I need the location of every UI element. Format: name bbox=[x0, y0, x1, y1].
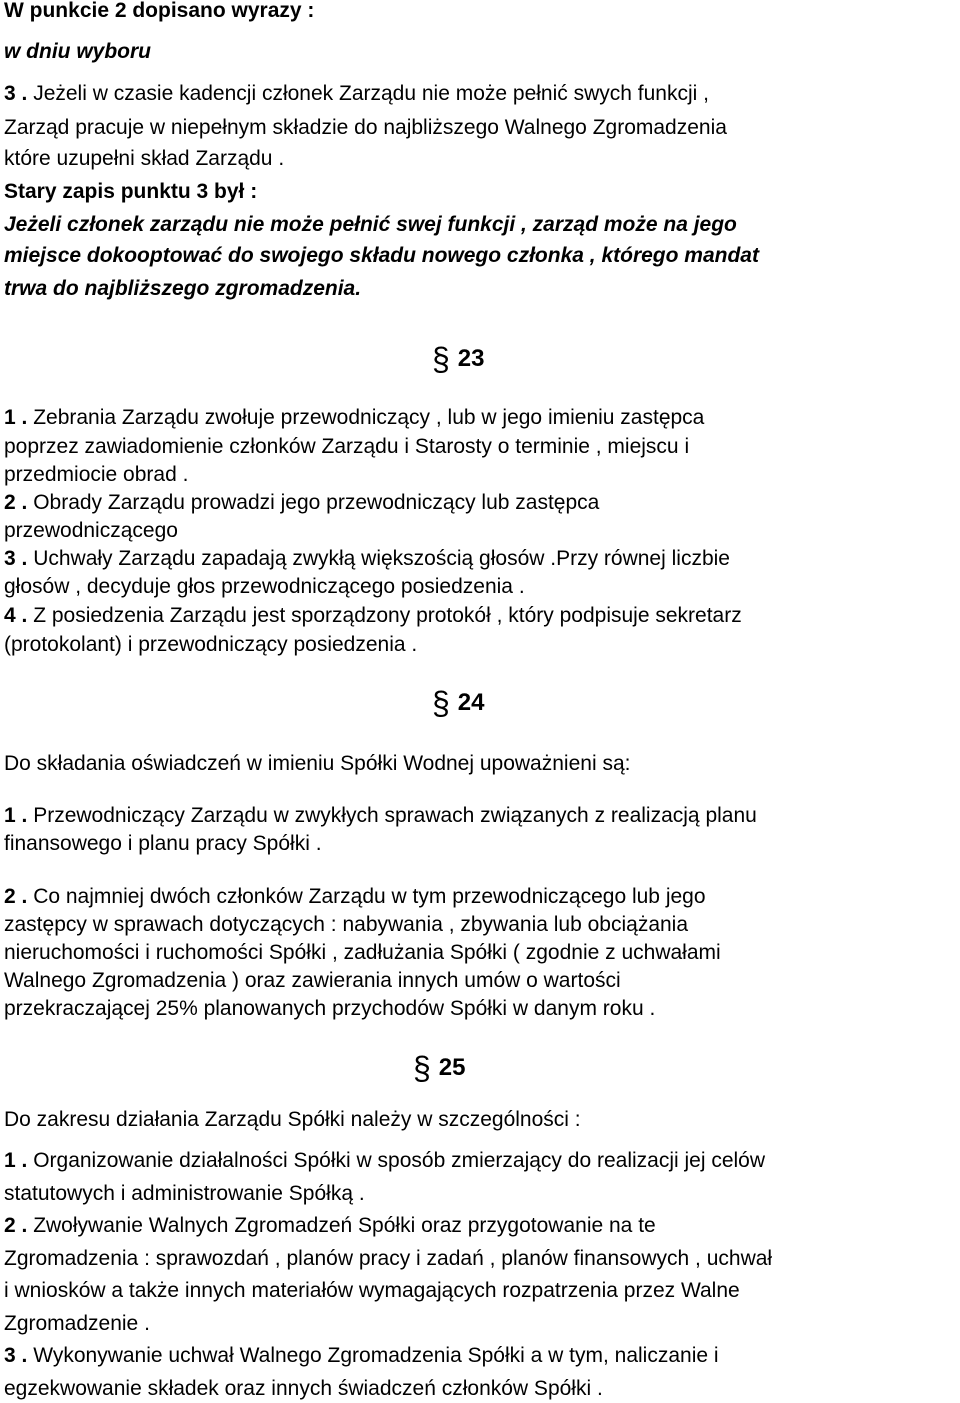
list-item-line: i wniosków a także innych materiałów wymagających rozpatrzenia przez Walne bbox=[4, 1279, 740, 1302]
list-item-line: głosów , decyduje głos przewodniczącego posiedzenia . bbox=[4, 575, 525, 598]
old-wording-line: trwa do najbliższego zgromadzenia. bbox=[4, 277, 362, 300]
item-number: 3 . bbox=[4, 1344, 28, 1367]
amendment-line: które uzupełni skład Zarządu . bbox=[4, 147, 285, 170]
item-text: Zwoływanie Walnych Zgromadzeń Spółki oraz przygotowanie na te bbox=[27, 1214, 656, 1237]
item-number: 1 . bbox=[4, 804, 28, 827]
list-item-line: przedmiocie obrad . bbox=[4, 463, 189, 486]
item-text: Co najmniej dwóch członków Zarządu w tym przewodniczącego lub jego bbox=[27, 885, 706, 908]
old-wording-line: Jeżeli członek zarządu nie może pełnić swej funkcji , zarząd może na jego bbox=[4, 213, 737, 236]
section-number: 23 bbox=[457, 345, 485, 372]
list-item-line: Walnego Zgromadzenia ) oraz zawierania innych umów o wartości bbox=[4, 969, 621, 992]
list-item-line: finansowego i planu pracy Spółki . bbox=[4, 832, 322, 855]
item-number: 4 . bbox=[4, 604, 28, 627]
list-item-line: zastępcy w sprawach dotyczących : nabywania , zbywania lub obciążania bbox=[4, 913, 689, 936]
point-number: 3 . bbox=[4, 82, 28, 105]
list-item bbox=[4, 1343, 719, 1369]
section-intro: Do zakresu działania Zarządu Spółki należy w szczególności : bbox=[4, 1108, 581, 1131]
item-text: Uchwały Zarządu zapadają zwykłą większością głosów .Przy równej liczbie bbox=[27, 547, 730, 570]
amendment-point-3 bbox=[4, 81, 709, 107]
item-text: Obrady Zarządu prowadzi jego przewodniczący lub zastępca bbox=[27, 491, 600, 514]
old-wording-heading: Stary zapis punktu 3 był : bbox=[4, 180, 258, 203]
old-wording-line: miejsce dokooptować do swojego składu nowego członka , którego mandat bbox=[4, 244, 759, 267]
amendment-added-words: w dniu wyboru bbox=[4, 40, 151, 63]
item-number: 2 . bbox=[4, 885, 28, 908]
list-item-line: egzekwowanie składek oraz innych świadczeń członków Spółki . bbox=[4, 1377, 603, 1400]
list-item-line: przekraczającej 25% planowanych przychodów Spółki w danym roku . bbox=[4, 997, 656, 1020]
item-text: Organizowanie działalności Spółki w sposób zmierzający do realizacji jej celów bbox=[27, 1149, 766, 1172]
item-text: Przewodniczący Zarządu w zwykłych sprawach związanych z realizacją planu bbox=[27, 804, 757, 827]
section-intro: Do składania oświadczeń w imieniu Spółki Wodnej upoważnieni są: bbox=[4, 752, 631, 775]
list-item-line: Zgromadzenia : sprawozdań , planów pracy i zadań , planów finansowych , uchwał bbox=[4, 1247, 773, 1270]
section-number: 24 bbox=[457, 689, 485, 716]
section-symbol: § bbox=[432, 685, 450, 721]
list-item bbox=[4, 546, 730, 572]
list-item-line: (protokolant) i przewodniczący posiedzenia . bbox=[4, 633, 418, 656]
list-item bbox=[4, 1148, 765, 1174]
item-number: 3 . bbox=[4, 547, 28, 570]
list-item bbox=[4, 1213, 656, 1239]
list-item bbox=[4, 603, 742, 629]
amendment-line: Zarząd pracuje w niepełnym składzie do najbliższego Walnego Zgromadzenia bbox=[4, 116, 727, 139]
list-item bbox=[4, 884, 706, 910]
section-symbol: § bbox=[432, 341, 450, 377]
point-text: Jeżeli w czasie kadencji członek Zarządu nie może pełnić swych funkcji , bbox=[27, 82, 709, 105]
list-item bbox=[4, 803, 757, 829]
list-item bbox=[4, 405, 704, 431]
item-text: Z posiedzenia Zarządu jest sporządzony protokół , który podpisuje sekretarz bbox=[27, 604, 742, 627]
section-heading-25 bbox=[413, 1049, 466, 1086]
list-item-line: Zgromadzenie . bbox=[4, 1312, 150, 1335]
list-item-line: poprzez zawiadomienie członków Zarządu i Starosty o terminie , miejscu i bbox=[4, 435, 690, 458]
section-symbol: § bbox=[413, 1050, 431, 1086]
amendment-heading: W punkcie 2 dopisano wyrazy : bbox=[4, 0, 315, 22]
item-number: 2 . bbox=[4, 491, 28, 514]
item-text: Zebrania Zarządu zwołuje przewodniczący , lub w jego imieniu zastępca bbox=[27, 406, 705, 429]
section-heading-24 bbox=[432, 684, 485, 721]
section-number: 25 bbox=[438, 1054, 466, 1081]
list-item bbox=[4, 490, 599, 516]
list-item-line: przewodniczącego bbox=[4, 519, 178, 542]
item-number: 1 . bbox=[4, 1149, 28, 1172]
item-text: Wykonywanie uchwał Walnego Zgromadzenia Spółki a w tym, naliczanie i bbox=[27, 1344, 719, 1367]
list-item-line: nieruchomości i ruchomości Spółki , zadłużania Spółki ( zgodnie z uchwałami bbox=[4, 941, 721, 964]
item-number: 2 . bbox=[4, 1214, 28, 1237]
section-heading-23 bbox=[432, 340, 485, 377]
item-number: 1 . bbox=[4, 406, 28, 429]
list-item-line: statutowych i administrowanie Spółką . bbox=[4, 1182, 365, 1205]
